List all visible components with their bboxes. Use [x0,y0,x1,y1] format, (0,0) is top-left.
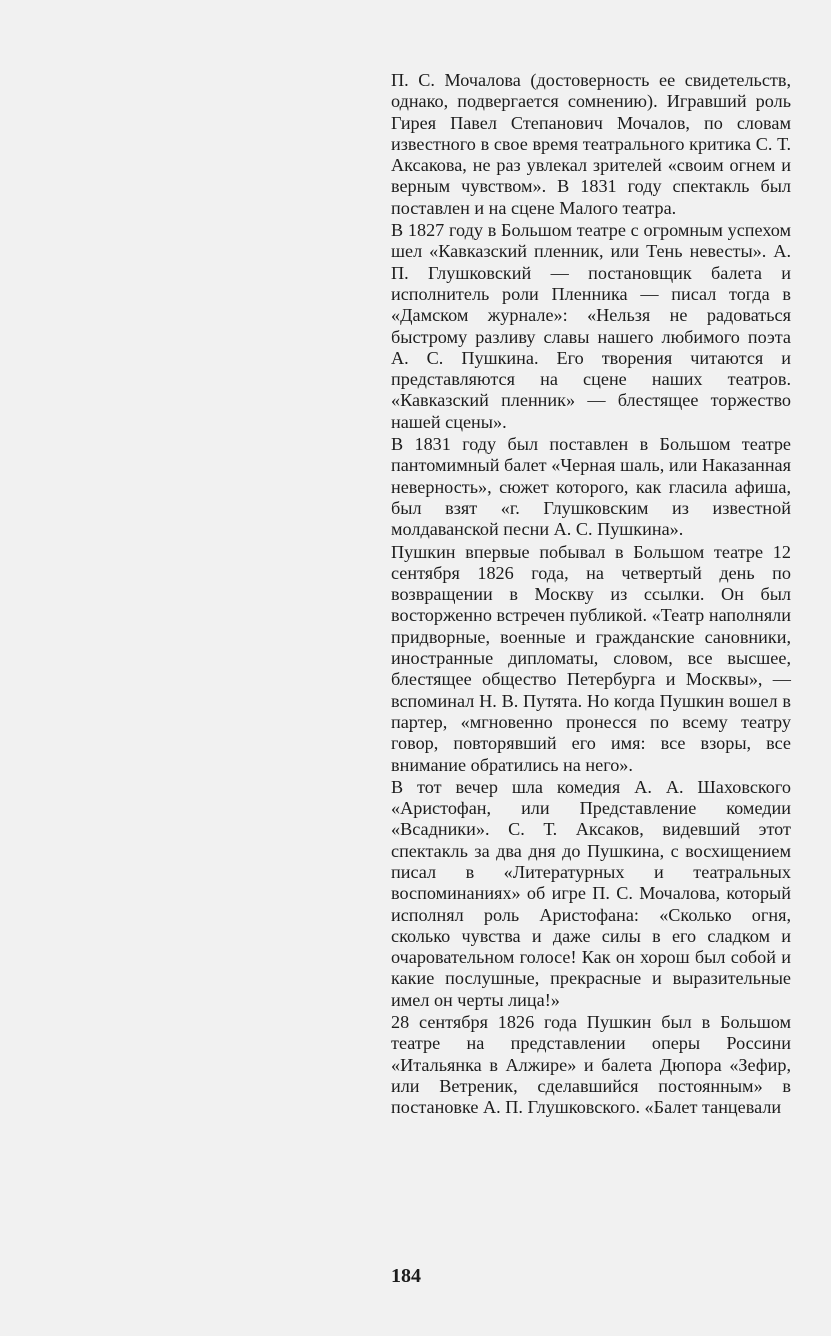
paragraph-5: В тот вечер шла комедия А. А. Шаховского «Аристофан, или Представление комедии «Всадники». С. Т. Аксаков, видевший этот спектакль за два дня до Пушкина, с восхищением писал в «Литературных и театральных воспоминаниях» об игре П. С. Мочалова, который исполнял роль Аристофана: «Сколько огня, сколько чувства и даже силы в его сладком и очаровательном голосе! Как он хорош был собой и какие послушные, прекрасные и выразительные имел он черты лица!» [391,776,791,1010]
paragraph-2: В 1827 году в Большом театре с огромным успехом шел «Кавказский пленник, или Тень невесты». А. П. Глушковский — постановщик балета и исполнитель роли Пленника — писал тогда в «Дамском журнале»: «Нельзя не радоваться быстрому разливу славы нашего любимого поэта А. С. Пушкина. Его творения читаются и представляются на сцене наших театров. «Кавказский пленник» — блестящее торжество нашей сцены». [391,220,791,432]
paragraph-1: П. С. Мочалова (достоверность ее свидетельств, однако, подвергается сомнению). Игравший роль Гирея Павел Степанович Мочалов, по словам известного в свое время театрального критика С. Т. Аксакова, не раз увлекал зрителей «своим огнем и верным чувством». В 1831 году спектакль был поставлен и на сцене Малого театра. [391,70,791,218]
paragraph-4: Пушкин впервые побывал в Большом театре 12 сентября 1826 года, на четвертый день по возвращении в Москву из ссылки. Он был восторженно встречен публикой. «Театр наполняли придворные, военные и гражданские сановники, иностранные дипломаты, словом, все высшее, блестящее общество Петербурга и Москвы», — вспоминал Н. В. Путята. Но когда Пушкин вошел в партер, «мгновенно пронесся по всему театру говор, повторявший его имя: все взоры, все внимание обратились на него». [391,541,791,775]
page-number: 184 [391,1265,421,1287]
paragraph-6: 28 сентября 1826 года Пушкин был в Большом театре на представлении оперы Россини «Итальянка в Алжире» и балета Дюпора «Зефир, или Ветреник, сделавшийся постоянным» в постановке А. П. Глушковского. «Балет танцевали [391,1012,791,1118]
text-column [391,70,791,1119]
paragraph-3: В 1831 году был поставлен в Большом театре пантомимный балет «Черная шаль, или Наказанная неверность», сюжет которого, как гласила афиша, был взят «г. Глушковским из известной молдаванской песни А. С. Пушкина». [391,434,791,540]
